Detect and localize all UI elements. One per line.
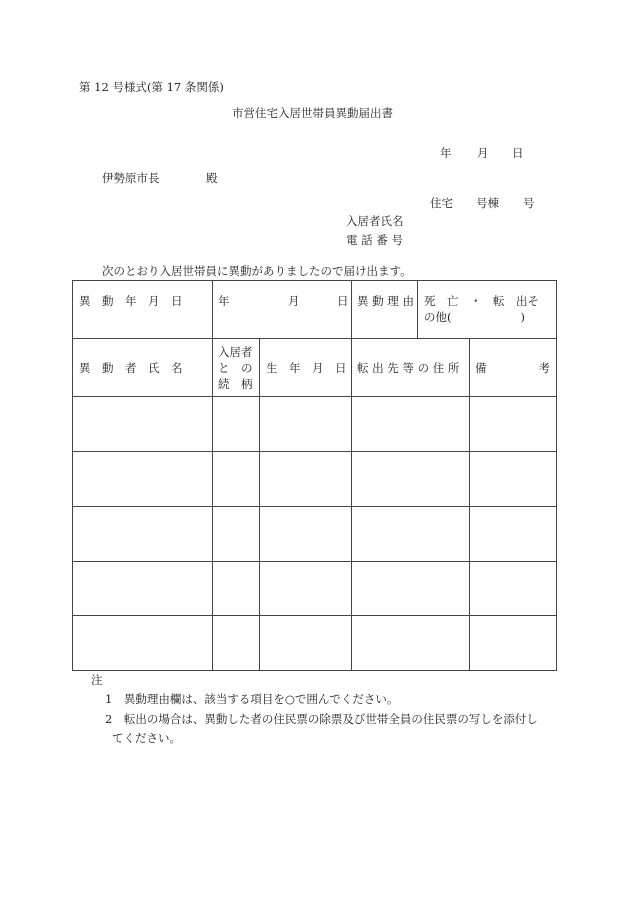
change-year-label: 年 — [218, 294, 230, 308]
entry-remarks-cell[interactable] — [469, 451, 557, 507]
entry-remarks-cell[interactable] — [469, 615, 557, 671]
entry-new-address-cell[interactable] — [351, 561, 470, 616]
entry-name-cell[interactable] — [72, 615, 213, 671]
change-date-value-cell[interactable] — [212, 280, 352, 339]
intro-text: 次のとおり入居世帯員に異動がありましたので届け出ます。 — [102, 264, 412, 278]
note-item: 1 異動理由欄は、該当する項目を○で囲んでください。 — [105, 692, 399, 706]
entry-birth-date-cell[interactable] — [259, 561, 352, 616]
entry-birth-date-cell[interactable] — [259, 615, 352, 671]
entry-relation-cell[interactable] — [212, 561, 260, 616]
entry-birth-date-cell[interactable] — [259, 451, 352, 507]
relation-header-line3: 続 柄 — [218, 377, 253, 391]
note-item: 2 転出の場合は、異動した者の住民票の除票及び世帯全員の住民票の写しを添付し — [105, 712, 538, 726]
reason-label: 異 動 理 由 — [357, 294, 414, 308]
phone-label: 電 話 番 号 — [346, 233, 403, 247]
entry-relation-cell[interactable] — [212, 396, 260, 452]
new-address-header: 転 出 先 等 の 住 所 — [357, 361, 460, 375]
relation-header-line2: と の — [218, 361, 253, 375]
entry-new-address-cell[interactable] — [351, 451, 470, 507]
new-address-header-cell — [351, 338, 470, 397]
change-date-label: 異 動 年 月 日 — [79, 294, 183, 308]
entry-new-address-cell[interactable] — [351, 615, 470, 671]
change-day-label: 日 — [337, 294, 349, 308]
entry-remarks-cell[interactable] — [469, 561, 557, 616]
date-year-label: 年 — [440, 146, 452, 160]
building-label: 号棟 — [476, 196, 499, 210]
note-item-continuation: てください。 — [112, 731, 181, 745]
name-header-cell — [72, 338, 213, 397]
entry-name-cell[interactable] — [72, 396, 213, 452]
date-month-label: 月 — [477, 146, 489, 160]
relation-header-cell — [212, 338, 260, 397]
entry-birth-date-cell[interactable] — [259, 506, 352, 562]
housing-label: 住宅 — [430, 196, 453, 210]
resident-name-label: 入居者氏名 — [346, 214, 404, 228]
change-month-label: 月 — [288, 294, 300, 308]
entry-name-cell[interactable] — [72, 561, 213, 616]
entry-name-cell[interactable] — [72, 506, 213, 562]
entry-relation-cell[interactable] — [212, 506, 260, 562]
entry-name-cell[interactable] — [72, 451, 213, 507]
reason-options-line1: 死 亡 ・ 転 出そ — [424, 294, 539, 308]
room-label: 号 — [523, 196, 535, 210]
remarks-header-right: 考 — [538, 361, 550, 375]
reason-options-line2: の他( ) — [424, 310, 525, 324]
birth-date-header: 生 年 月 日 — [266, 361, 347, 375]
name-header: 異 動 者 氏 名 — [79, 361, 183, 375]
entry-remarks-cell[interactable] — [469, 396, 557, 452]
addressee: 伊勢原市長 — [102, 171, 160, 185]
birth-date-header-cell — [259, 338, 352, 397]
remarks-header-left: 備 — [475, 361, 487, 375]
entry-new-address-cell[interactable] — [351, 506, 470, 562]
entry-remarks-cell[interactable] — [469, 506, 557, 562]
reason-label-cell — [351, 280, 418, 339]
change-date-label-cell — [72, 280, 213, 339]
form-number: 第 12 号様式(第 17 条関係) — [79, 80, 224, 94]
entry-relation-cell[interactable] — [212, 451, 260, 507]
page-title: 市営住宅入居世帯員異動届出書 — [232, 106, 393, 120]
relation-header-line1: 入居者 — [218, 345, 253, 359]
date-day-label: 日 — [512, 146, 524, 160]
reason-options-cell[interactable] — [417, 280, 557, 339]
entry-relation-cell[interactable] — [212, 615, 260, 671]
notes-label: 注 — [91, 673, 103, 687]
entry-new-address-cell[interactable] — [351, 396, 470, 452]
honorific: 殿 — [206, 171, 218, 185]
remarks-header-cell — [469, 338, 557, 397]
entry-birth-date-cell[interactable] — [259, 396, 352, 452]
